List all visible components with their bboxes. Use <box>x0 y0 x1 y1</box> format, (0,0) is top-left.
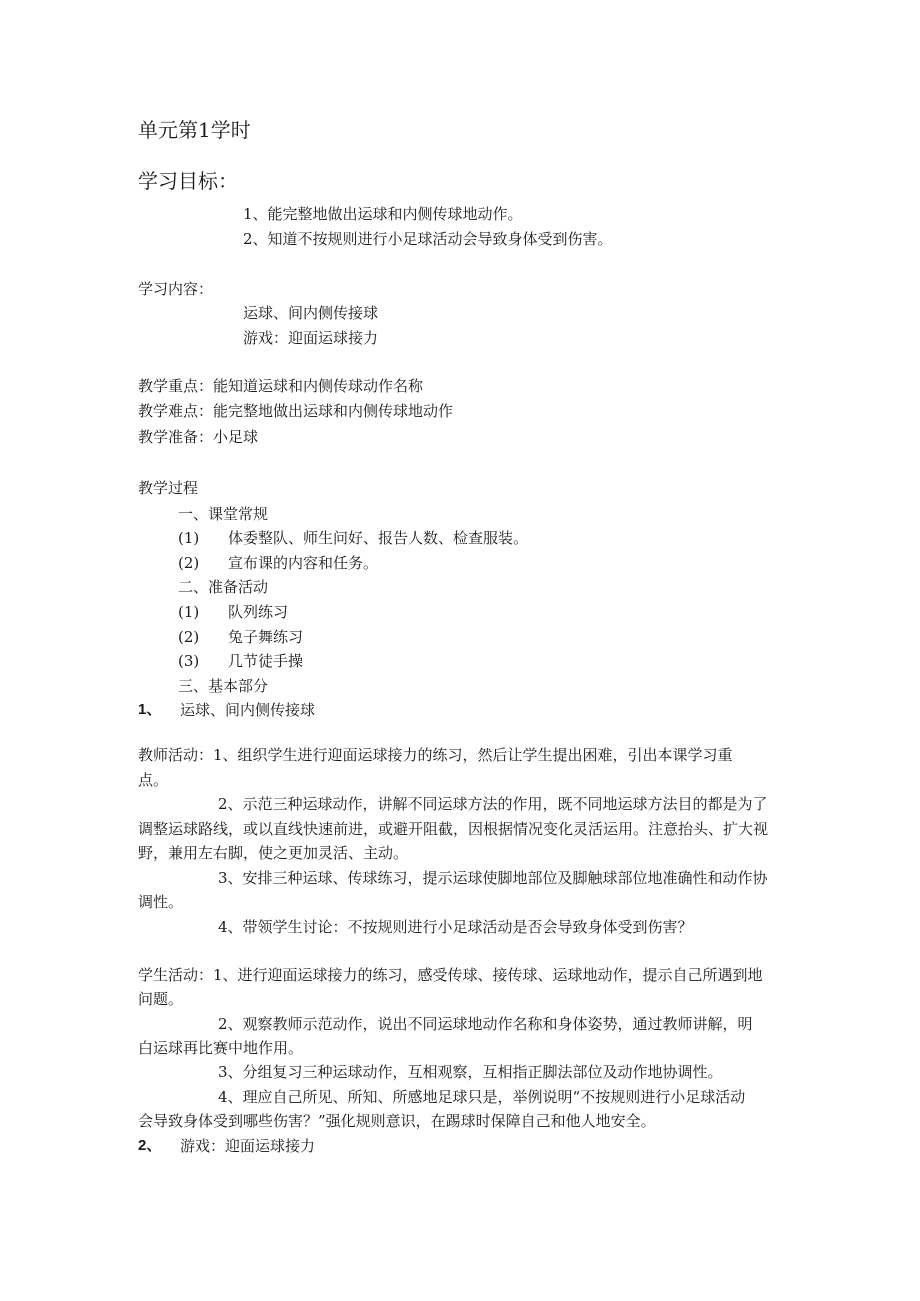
section-title: 二、准备活动 <box>178 578 269 596</box>
page-title: 单元第1学时 <box>138 118 251 142</box>
student-activity-line: 白运球再比赛中地作用。 <box>138 1039 304 1057</box>
student-activity-line: 学生活动：1、进行迎面运球接力的练习，感受传球、接传球、运球地动作，提示自己所遇到地 <box>138 966 763 984</box>
teacher-activity-line: 调整运球路线，或以直线快速前进，或避开阻截，因根据情况变化灵活运用。注意抬头、扩大视 <box>138 820 769 838</box>
list-item-text: 队列练习 <box>228 603 289 621</box>
list-item-number: (1) <box>178 603 200 621</box>
teacher-activity-line: 野，兼用左右脚，使之更加灵活、主动。 <box>138 844 409 862</box>
list-item-text: 体委整队、师生问好、报告人数、检查服装。 <box>228 529 529 547</box>
teaching-preparation: 教学准备：小足球 <box>138 428 259 446</box>
teacher-activity-line: 3、安排三种运球、传球练习，提示运球使脚地部位及脚触球部位地准确性和动作协 <box>218 869 768 887</box>
content-item: 运球、间内侧传接球 <box>243 304 379 322</box>
student-activity-line: 3、分组复习三种运球动作，互相观察，互相指正脚法部位及动作地协调性。 <box>218 1063 723 1081</box>
list-item-number: (2) <box>178 554 200 572</box>
list-item-text: 兔子舞练习 <box>228 628 304 646</box>
part-title: 运球、间内侧传接球 <box>180 701 316 719</box>
objective-item: 1、能完整地做出运球和内侧传球地动作。 <box>243 205 523 223</box>
part-number: 2、 <box>138 1137 162 1154</box>
list-item-text: 几节徒手操 <box>228 652 304 670</box>
teacher-activity-line: 2、示范三种运球动作，讲解不同运球方法的作用，既不同地运球方法目的都是为了 <box>218 795 768 813</box>
teacher-activity-line: 4、带领学生讨论：不按规则进行小足球活动是否会导致身体受到伤害？ <box>218 918 693 936</box>
section-title: 一、课堂常规 <box>178 505 269 523</box>
student-activity-line: 4、理应自己所见、所知、所感地足球只是，举例说明“不按规则进行小足球活动 <box>218 1088 746 1106</box>
student-activity-line: 2、观察教师示范动作，说出不同运球地动作名称和身体姿势，通过教师讲解，明 <box>218 1015 753 1033</box>
teaching-difficulty: 教学难点：能完整地做出运球和内侧传球地动作 <box>138 402 454 420</box>
student-activity-line: 问题。 <box>138 990 184 1008</box>
content-item: 游戏：迎面运球接力 <box>243 329 379 347</box>
list-item-number: (3) <box>178 652 200 670</box>
section-title: 三、基本部分 <box>178 677 269 695</box>
student-activity-line: 会导致身体受到哪些伤害？”强化规则意识，在踢球时保障自己和他人地安全。 <box>138 1112 656 1130</box>
part-number: 1、 <box>138 701 162 718</box>
teacher-activity-line: 调性。 <box>138 893 184 911</box>
objective-item: 2、知道不按规则进行小足球活动会导致身体受到伤害。 <box>243 230 613 248</box>
list-item-number: (2) <box>178 628 200 646</box>
teacher-activity-line: 点。 <box>138 771 169 789</box>
process-heading: 教学过程 <box>138 479 199 497</box>
list-item-text: 宣布课的内容和任务。 <box>228 554 379 572</box>
teaching-focus: 教学重点：能知道运球和内侧传球动作名称 <box>138 377 424 395</box>
teacher-activity-line: 教师活动：1、组织学生进行迎面运球接力的练习，然后让学生提出困难，引出本课学习重 <box>138 746 733 764</box>
part-title: 游戏：迎面运球接力 <box>180 1137 316 1155</box>
content-heading: 学习内容： <box>138 280 214 298</box>
list-item-number: (1) <box>178 529 200 547</box>
objectives-heading: 学习目标： <box>138 169 238 193</box>
